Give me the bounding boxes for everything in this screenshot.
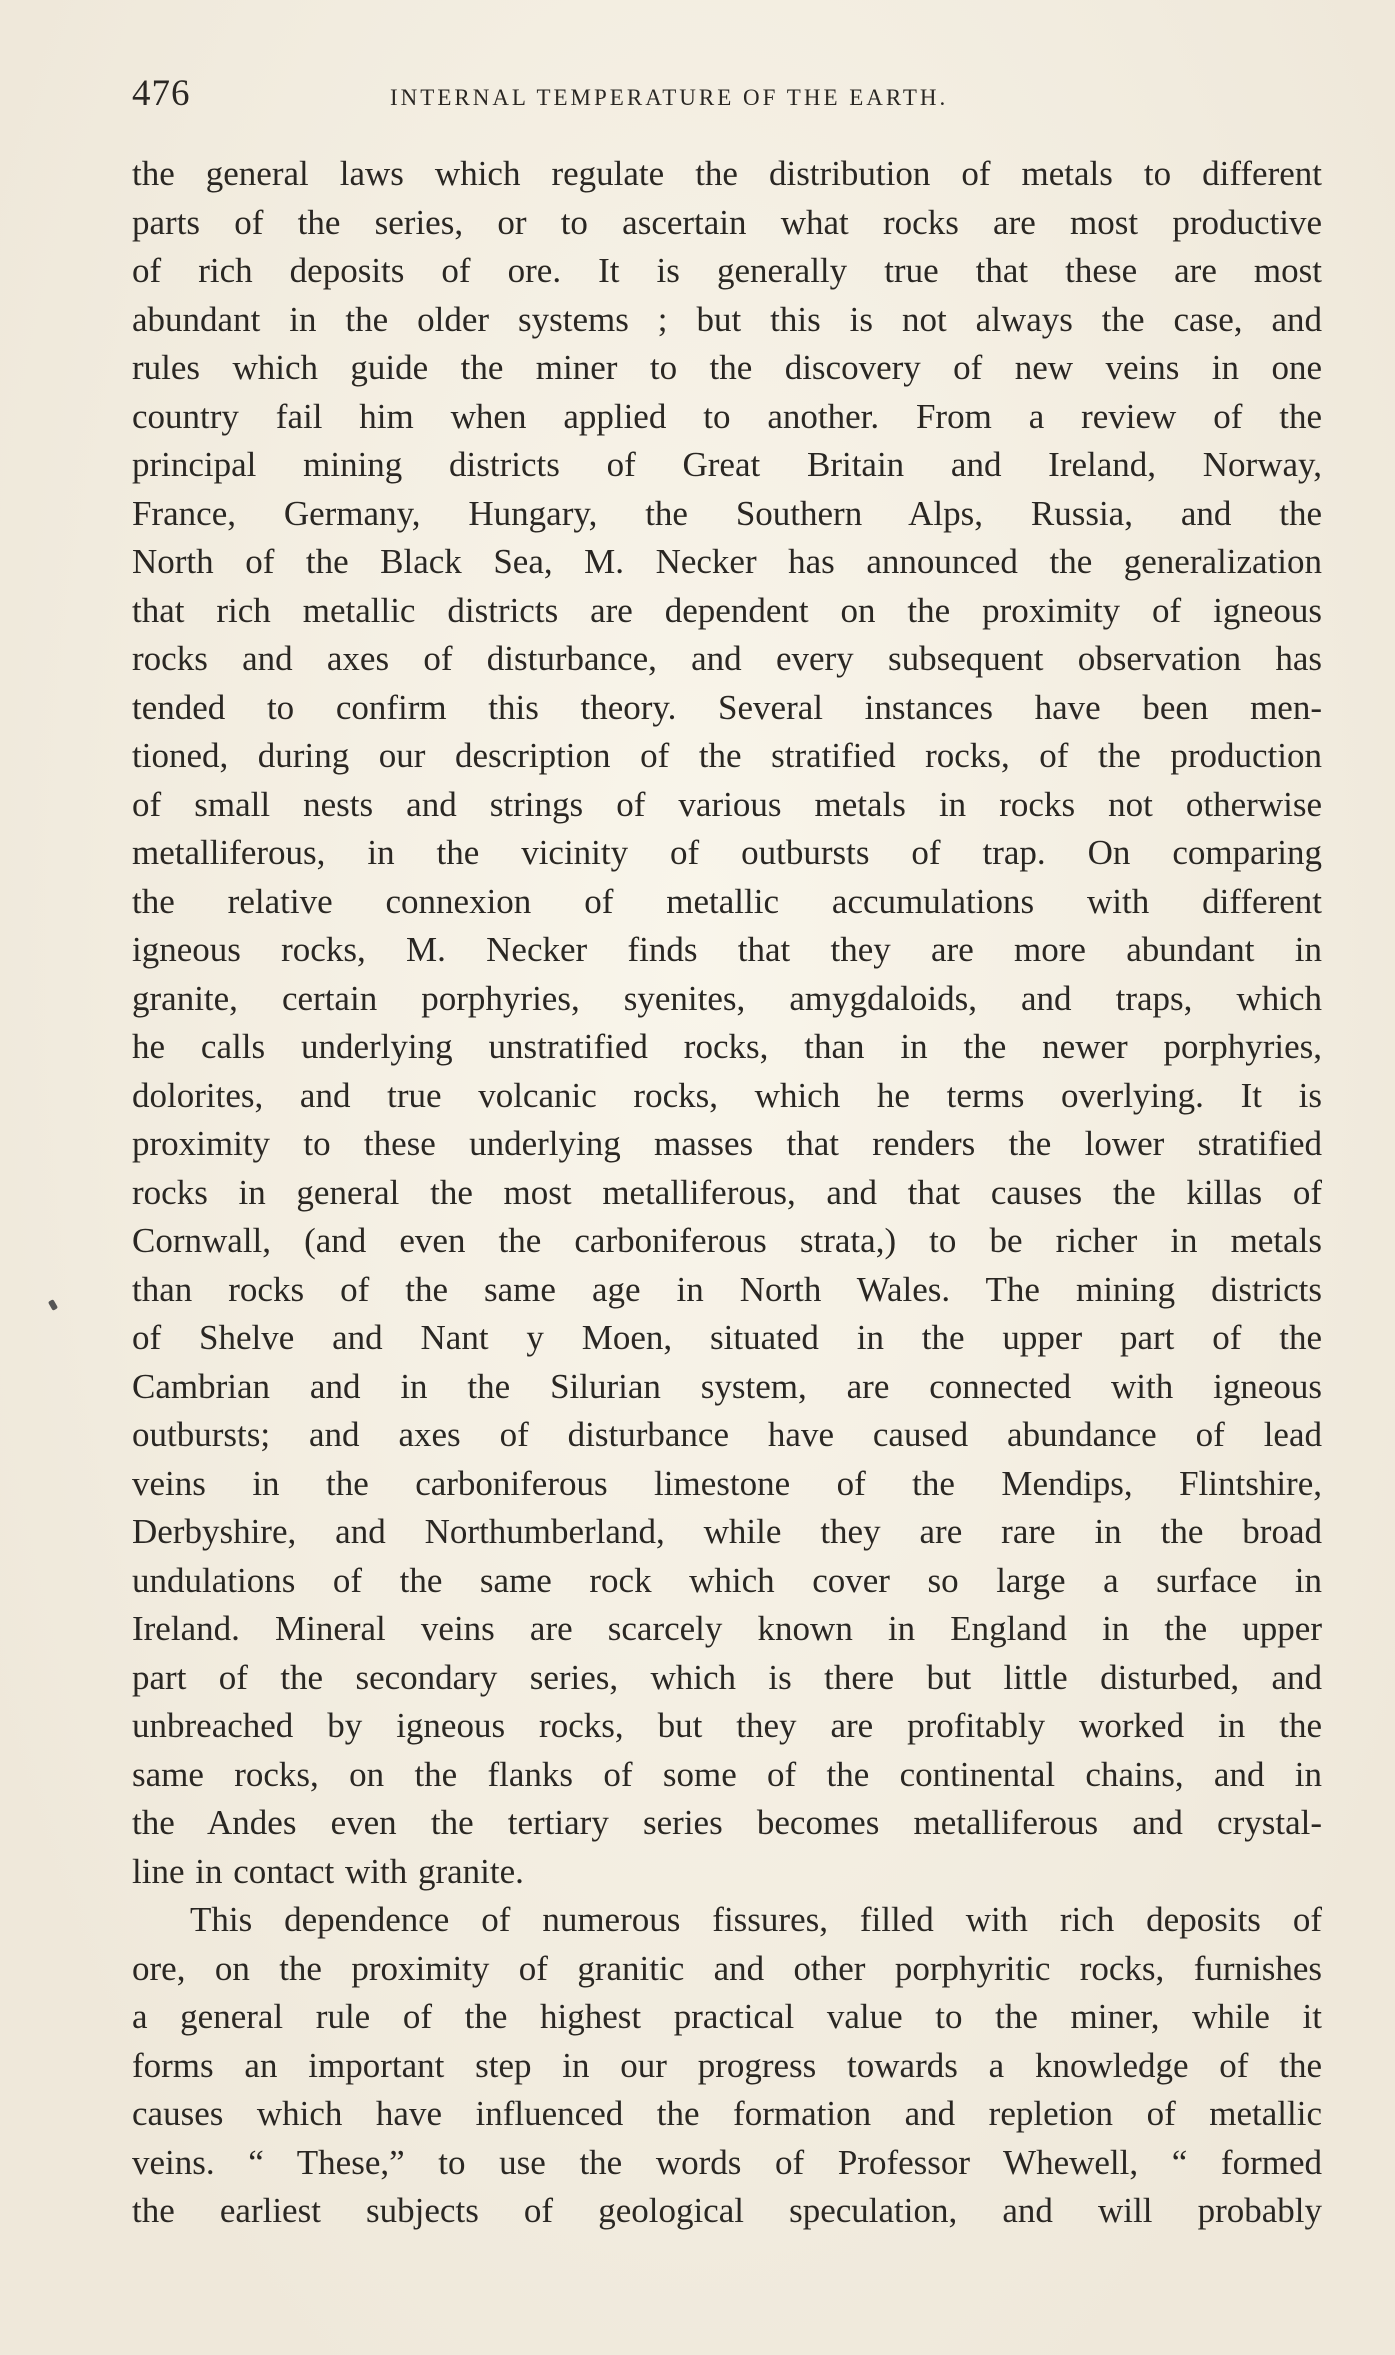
text-line: of small nests and strings of various metals in rocks not otherwise [132,784,1322,824]
text-line: North of the Black Sea, M. Necker has announced the generalization [132,542,1322,581]
text-line: abundant in the older systems ; but this is not always the case, and [132,299,1322,339]
text-line: principal mining districts of Great Britain and Ireland, Norway, [132,445,1322,484]
text-line: than rocks of the same age in North Wales. The mining districts [132,1269,1322,1309]
body-text [132,150,1322,2236]
margin-ink-mark [48,1299,58,1311]
text-line: a general rule of the highest practical value to the miner, while it [132,1997,1322,2036]
text-line: metalliferous, in the vicinity of outbursts of trap. On comparing [132,833,1322,872]
text-line: Cambrian and in the Silurian system, are connected with igneous [132,1366,1322,1406]
text-line: outbursts; and axes of disturbance have caused abundance of lead [132,1415,1322,1454]
running-head [132,72,1322,122]
text-line: veins. “ These,” to use the words of Professor Whewell, “ formed [132,2142,1322,2182]
text-line: same rocks, on the flanks of some of the continental chains, and in [132,1754,1322,1794]
text-line: rules which guide the miner to the discovery of new veins in one [132,348,1322,387]
text-line: the general laws which regulate the distribution of metals to different [132,154,1322,193]
text-line: dolorites, and true volcanic rocks, which he terms overlying. It is [132,1075,1322,1115]
text-line: Cornwall, (and even the carboniferous strata,) to be richer in metals [132,1221,1322,1260]
text-line: ore, on the proximity of granitic and other porphyritic rocks, furnishes [132,1948,1322,1988]
text-line: causes which have influenced the formation and repletion of metallic [132,2094,1322,2133]
text-line: the earliest subjects of geological speculation, and will probably [132,2191,1322,2230]
text-line: forms an important step in our progress towards a knowledge of the [132,2045,1322,2085]
text-line: igneous rocks, M. Necker finds that they are more abundant in [132,930,1322,969]
text-line: proximity to these underlying masses that renders the lower stratified [132,1124,1322,1163]
text-line: tended to confirm this theory. Several instances have been men- [132,687,1322,727]
text-line: he calls underlying unstratified rocks, than in the newer porphyries, [132,1027,1322,1066]
text-line: granite, certain porphyries, syenites, amygdaloids, and traps, which [132,978,1322,1018]
text-line: Derbyshire, and Northumberland, while they are rare in the broad [132,1512,1322,1551]
text-line: the relative connexion of metallic accumulations with different [132,881,1322,921]
text-line: line in contact with granite. [132,1851,524,1891]
paragraph-1 [132,150,1322,1896]
text-line: parts of the series, or to ascertain what rocks are most productive [132,202,1322,242]
page-number: 476 [132,73,191,114]
text-line: part of the secondary series, which is there but little disturbed, and [132,1657,1322,1697]
text-line: of Shelve and Nant y Moen, situated in the upper part of the [132,1318,1322,1357]
text-line: unbreached by igneous rocks, but they are profitably worked in the [132,1706,1322,1745]
text-line: rocks and axes of disturbance, and every subsequent observation has [132,639,1322,678]
text-line: France, Germany, Hungary, the Southern Alps, Russia, and the [132,493,1322,533]
text-line: country fail him when applied to another. From a review of the [132,396,1322,436]
text-line: undulations of the same rock which cover so large a surface in [132,1560,1322,1600]
text-line: of rich deposits of ore. It is generally true that these are most [132,251,1322,290]
text-line: Ireland. Mineral veins are scarcely known in England in the upper [132,1609,1322,1648]
text-line: the Andes even the tertiary series becomes metalliferous and crystal- [132,1803,1322,1842]
text-line: tioned, during our description of the stratified rocks, of the production [132,736,1322,775]
running-title: INTERNAL TEMPERATURE OF THE EARTH. [390,85,949,110]
text-line: veins in the carboniferous limestone of the Mendips, Flintshire, [132,1463,1322,1503]
text-line: This dependence of numerous fissures, filled with rich deposits of [190,1900,1322,1939]
paragraph-2 [132,1896,1322,2236]
text-line: rocks in general the most metalliferous, and that causes the killas of [132,1172,1322,1212]
text-line: that rich metallic districts are dependent on the proximity of igneous [132,590,1322,630]
